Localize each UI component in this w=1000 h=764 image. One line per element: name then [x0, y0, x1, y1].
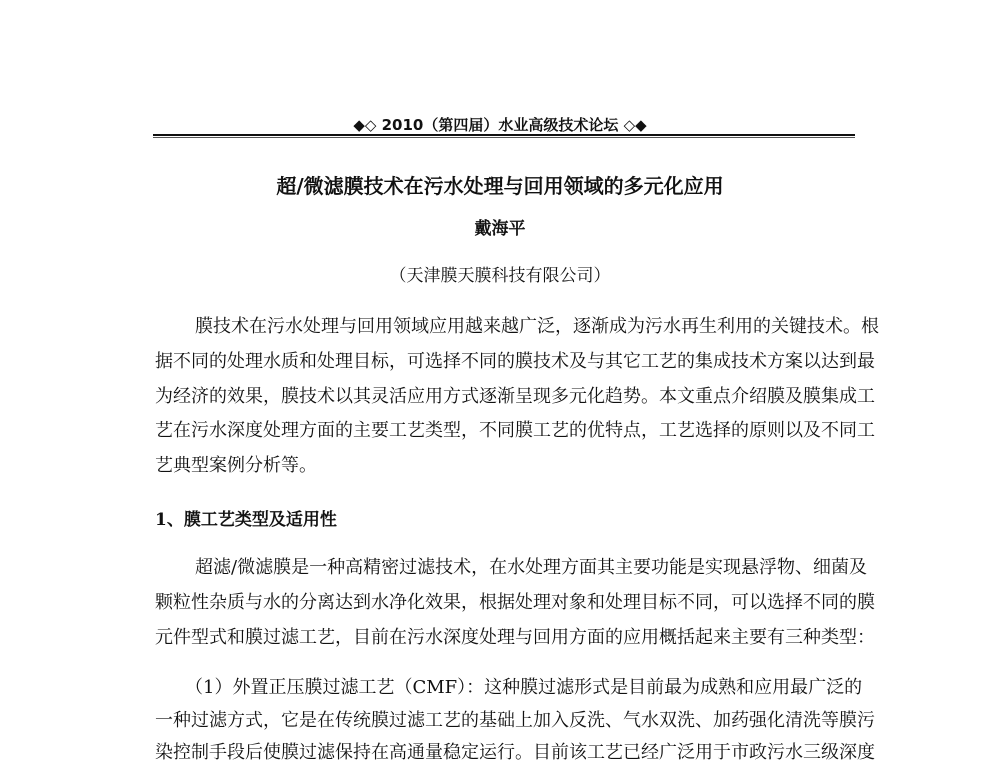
abstract-line: 据不同的处理水质和处理目标，可选择不同的膜技术及与其它工艺的集成技术方案以达到最: [155, 351, 875, 372]
paragraph-line: 一种过滤方式，它是在传统膜过滤工艺的基础上加入反洗、气水双洗、加药强化清洗等膜污: [155, 710, 875, 731]
abstract-line: 膜技术在污水处理与回用领域应用越来越广泛，逐渐成为污水再生利用的关键技术。根: [195, 316, 879, 337]
article-title: 超/微滤膜技术在污水处理与回用领域的多元化应用: [276, 174, 724, 198]
paragraph-line: （1）外置正压膜过滤工艺（CMF）：这种膜过滤形式是目前最为成熟和应用最广泛的: [185, 677, 863, 698]
paragraph-line: 元件型式和膜过滤工艺，目前在污水深度处理与回用方面的应用概括起来主要有三种类型：: [155, 627, 875, 648]
paragraph-line: 超滤/微滤膜是一种高精密过滤技术，在水处理方面其主要功能是实现悬浮物、细菌及: [195, 557, 868, 578]
author: 戴海平: [474, 219, 526, 239]
abstract-line: 艺在污水深度处理方面的主要工艺类型，不同膜工艺的优特点，工艺选择的原则以及不同工: [155, 420, 875, 441]
abstract-line: 为经济的效果，膜技术以其灵活应用方式逐渐呈现多元化趋势。本文重点介绍膜及膜集成工: [155, 386, 875, 407]
running-header: ◆◇ 2010（第四届）水业高级技术论坛 ◇◆: [353, 116, 647, 134]
paragraph-line: 染控制手段后使膜过滤保持在高通量稳定运行。目前该工艺已经广泛用于市政污水三级深度: [155, 742, 875, 763]
paragraph-line: 颗粒性杂质与水的分离达到水净化效果，根据处理对象和处理目标不同，可以选择不同的膜: [155, 592, 875, 613]
abstract-line: 艺典型案例分析等。: [155, 455, 317, 476]
affiliation: （天津膜天膜科技有限公司）: [389, 266, 611, 286]
section-heading: 1、膜工艺类型及适用性: [155, 510, 337, 530]
header-rule: [153, 134, 855, 138]
